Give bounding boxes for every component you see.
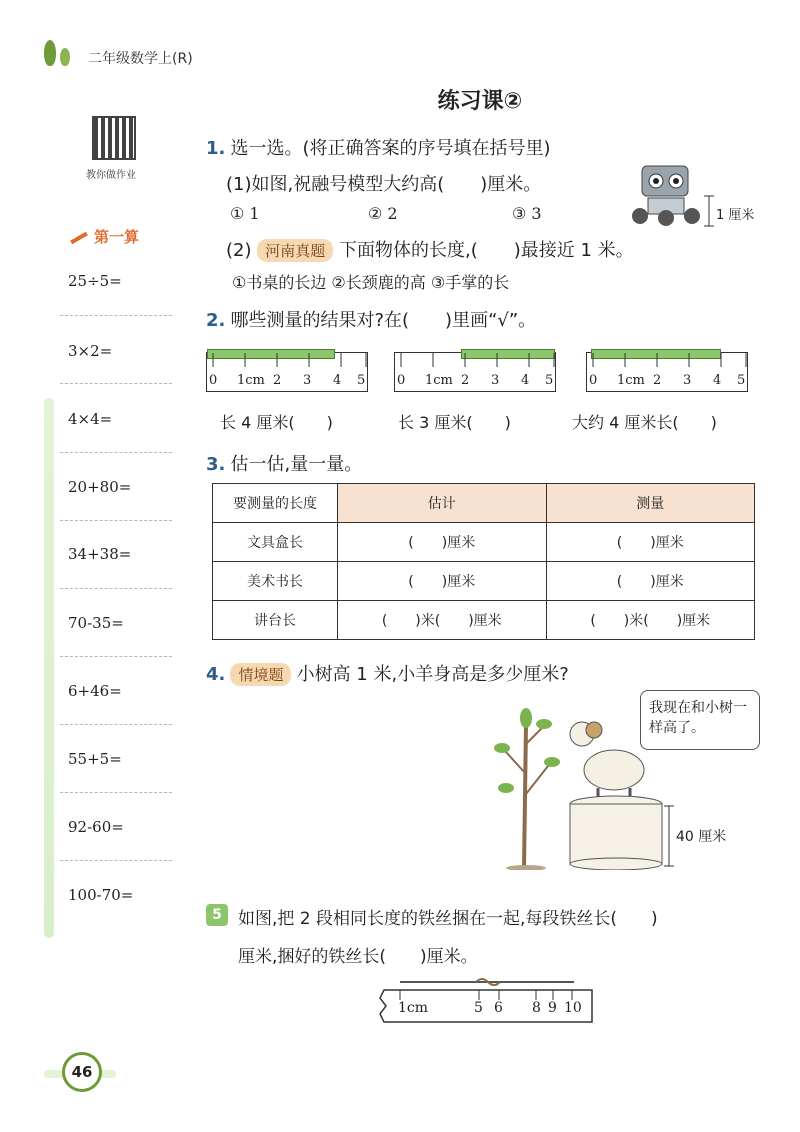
qr-code-icon[interactable] [92,116,136,160]
robot-height-label: 1 厘米 [716,208,755,223]
tick-label: 3 [303,373,312,388]
tick-label: 10 [564,1000,582,1016]
table-cell[interactable]: ( )米( )厘米 [546,601,755,640]
q2-answer-2[interactable]: 长 3 厘米( ) [398,413,511,432]
q2-number: 2. [206,310,226,331]
calc-item: 25÷5= [68,272,122,290]
q1-part2-options: ①书桌的长边 ②长颈鹿的高 ③手掌的长 [232,273,510,292]
divider [60,520,172,521]
sidebar-decor [44,398,54,938]
divider [60,792,172,793]
ruler-2 [394,352,556,392]
calc-item: 4×4= [68,410,113,428]
q1-part2-text: 下面物体的长度,( )最接近 1 米。 [338,240,634,261]
q5-line1: 如图,把 2 段相同长度的铁丝捆在一起,每段铁丝长( ) [238,909,658,929]
calc-item: 3×2= [68,342,113,360]
leaf-icon [60,48,70,66]
q1-part2-row [226,236,634,262]
q5-line2: 厘米,捆好的铁丝长( )厘米。 [238,947,478,967]
tick-label: 5 [474,1000,483,1016]
tick-label: 5 [545,373,554,388]
divider [60,588,172,589]
table-cell: 美术书长 [213,562,338,601]
table-cell: 讲台长 [213,601,338,640]
ruler-3 [586,352,748,392]
table-row [213,562,755,601]
q1-part1: (1)如图,祝融号模型大约高( )厘米。 [226,174,542,195]
tick-label: 4 [333,373,342,388]
divider [60,860,172,861]
q1-option[interactable]: ② 2 [368,204,398,223]
q4-title-row [206,660,569,686]
q4-title: 小树高 1 米,小羊身高是多少厘米? [296,664,569,685]
tick-label: 5 [737,373,746,388]
q2-answer-1[interactable]: 长 4 厘米( ) [220,413,333,432]
q1-option[interactable]: ① 1 [230,204,260,223]
pencil-icon [70,232,88,244]
speech-bubble: 我现在和小树一样高了。 [640,690,760,750]
tick-label: 1cm [425,373,453,388]
ruler-1 [206,352,368,392]
tick-label: 5 [357,373,366,388]
table-header-cell: 要测量的长度 [213,484,338,523]
q1-title: 选一选。(将正确答案的序号填在括号里) [230,138,551,159]
divider [60,315,172,316]
table-cell: 文具盒长 [213,523,338,562]
table-header-row [213,484,755,523]
q2-title: 哪些测量的结果对?在( )里画“√”。 [230,310,537,331]
tick-label: 0 [209,373,218,388]
q5-number: 5 [206,904,228,926]
divider [60,656,172,657]
scenario-tag: 情境题 [230,663,291,686]
tick-label: 9 [548,1000,557,1016]
q3-number: 3. [206,454,226,475]
q1-number: 1. [206,138,226,159]
q1-title-row [206,134,551,160]
leaf-icon [44,40,56,66]
calc-item: 55+5= [68,750,122,768]
tick-label: 4 [713,373,722,388]
q2-answer-3[interactable]: 大约 4 厘米长( ) [572,413,717,432]
tick-label: 8 [532,1000,541,1016]
calc-item: 6+46= [68,682,122,700]
height-bracket [664,804,674,868]
divider [60,383,172,384]
table-cell[interactable]: ( )米( )厘米 [338,601,547,640]
tick-label: 0 [589,373,598,388]
q1-option[interactable]: ③ 3 [512,204,542,223]
table-row [213,523,755,562]
q4-number: 4. [206,664,226,685]
qr-caption: 教你做作业 [86,170,136,181]
region-tag: 河南真题 [257,239,333,262]
page-number: 46 [62,1052,102,1092]
table-cell[interactable]: ( )厘米 [338,562,547,601]
sidebar-heading: 第一算 [94,228,140,246]
tick-label: 2 [461,373,470,388]
tick-label: 6 [494,1000,503,1016]
book-title: 二年级数学上(R) [88,51,193,67]
tick-label: 3 [683,373,692,388]
calc-item: 34+38= [68,545,132,563]
tick-label: 1cm [398,1000,429,1016]
table-header-cell: 测量 [546,484,755,523]
table-cell[interactable]: ( )厘米 [546,562,755,601]
tree-illustration [486,704,566,870]
table-cell[interactable]: ( )厘米 [338,523,547,562]
tick-label: 2 [273,373,282,388]
tick-label: 2 [653,373,662,388]
calc-item: 100-70= [68,886,134,904]
calc-item: 70-35= [68,614,124,632]
tick-label: 4 [521,373,530,388]
measure-table [212,483,755,640]
q3-title: 估一估,量一量。 [230,454,363,475]
tick-label: 0 [397,373,406,388]
q3-title-row [206,450,362,476]
tick-label: 3 [491,373,500,388]
calc-item: 92-60= [68,818,124,836]
pedestal-height-label: 40 厘米 [676,829,727,845]
calc-item: 20+80= [68,478,132,496]
q2-title-row [206,306,536,332]
tick-label: 1cm [237,373,265,388]
height-bracket [704,194,714,228]
tick-label: 1cm [617,373,645,388]
divider [60,452,172,453]
q1-part2-prefix: (2) [226,240,252,261]
robot-model-illustration [628,164,708,230]
lesson-title: 练习课② [437,89,523,114]
table-header-cell: 估计 [338,484,547,523]
divider [60,724,172,725]
table-row [213,601,755,640]
table-cell[interactable]: ( )厘米 [546,523,755,562]
